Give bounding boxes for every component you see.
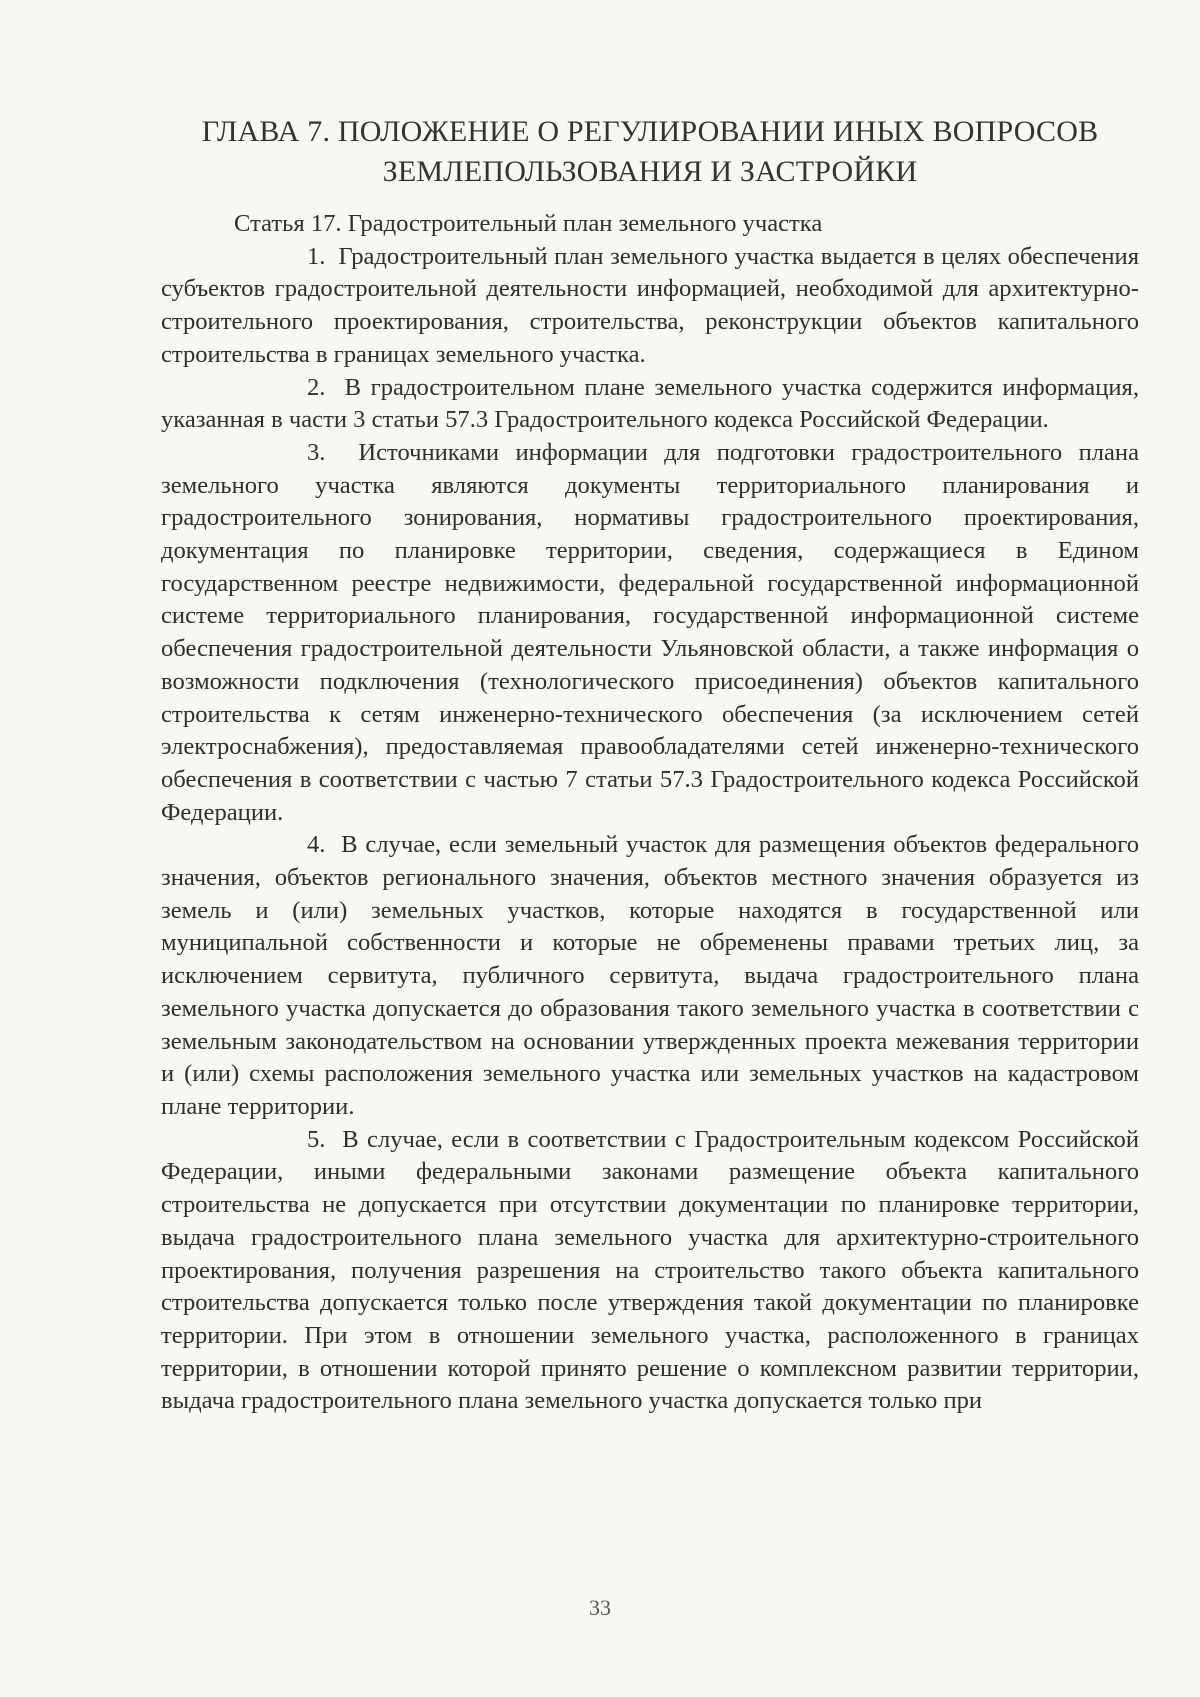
paragraph-number: 5. [307,1125,326,1153]
paragraph-5 [161,1124,1139,1418]
paragraph-1 [161,241,1139,372]
paragraph-number: 1. [307,242,326,270]
paragraph-text: В случае, если в соответствии с Градостроительным кодексом Российской Федерации, иными федеральными законами размещение объекта капитального строительства не допускается при отсутствии документации по планировке территории, выдача градостроительного плана земельного участка для архитектурно-строительного проектирования, получения разрешения на строительство такого объекта капитального строительства допускается только после утверждения такой документации по планировке территории. При этом в отношении земельного участка, расположенного в границах территории, в отношении которой принято решение о комплексном развитии территории, выдача градостроительного плана земельного участка допускается только при [161,1125,1139,1415]
paragraph-2 [161,372,1139,437]
paragraph-text: Градостроительный план земельного участка выдается в целях обеспечения субъектов градостроительной деятельности информацией, необходимой для архитектурно-строительного проектирования, строительства, реконструкции объектов капитального строительства в границах земельного участка. [161,242,1140,368]
page-number: 33 [589,1595,611,1620]
paragraph-number: 4. [307,831,326,859]
chapter-title [160,112,1140,192]
paragraph-text: В случае, если земельный участок для размещения объектов федерального значения, объектов регионального значения, объектов местного значения образуется из земель и (или) земельных участков, которые находятся в государственной или муниципальной собственности и которые не обременены правами третьих лиц, за исключением сервитута, публичного сервитута, выдача градостроительного плана земельного участка допускается до образования такого земельного участка в соответствии с земельным законодательством на основании утвержденных проекта межевания территории и (или) схемы расположения земельного участка или земельных участков на кадастровом плане территории. [161,831,1139,1120]
paragraph-number: 2. [307,373,326,401]
paragraph-number: 3. [307,438,326,466]
paragraph-text: Источниками информации для подготовки градостроительного плана земельного участка являются документы территориального планирования и градостроительного зонирования, нормативы градостроительного проектирования, документация по планировке территории, сведения, содержащиеся в Едином государственном реестре недвижимости, федеральной государственной информационной системе территориального планирования, государственной информационной системе обеспечения градостроительной деятельности Ульяновской области, а также информация о возможности подключения (технологического присоединения) объектов капитального строительства к сетям инженерно-технического обеспечения (за исключением сетей электроснабжения), предоставляемая правообладателями сетей инженерно-технического обеспечения в соответствии с частью 7 статьи 57.3 Градостроительного кодекса Российской Федерации. [161,438,1139,826]
paragraph-4 [161,829,1139,1123]
paragraph-text: В градостроительном плане земельного участка содержится информация, указанная в части 3 статьи 57.3 Градостроительного кодекса Российской Федерации. [161,373,1140,434]
article-title: Статья 17. Градостроительный план земельного участка [234,210,823,237]
article-body [161,208,1139,1418]
chapter-title-line-1: ГЛАВА 7. ПОЛОЖЕНИЕ О РЕГУЛИРОВАНИИ ИНЫХ ВОПРОСОВ [201,115,1099,148]
paragraph-3 [161,437,1139,829]
chapter-title-line-2: ЗЕМЛЕПОЛЬЗОВАНИЯ И ЗАСТРОЙКИ [382,155,918,188]
